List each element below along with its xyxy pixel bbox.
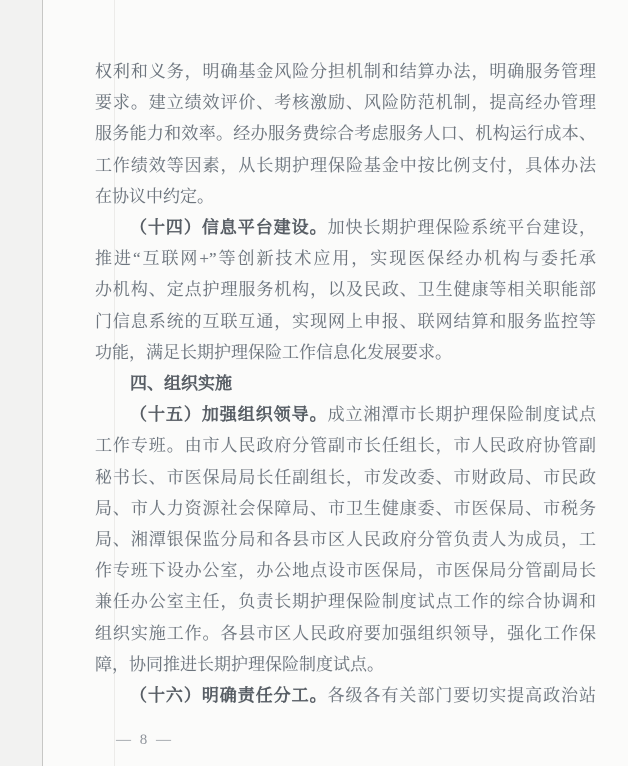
- text-line: [95, 212, 596, 243]
- text-line: [95, 150, 596, 181]
- text-line: [95, 430, 596, 461]
- text-line: [95, 399, 596, 430]
- page-number: — 8 —: [116, 732, 174, 748]
- text-segment: 局、湘潭银保监分局和各县市区人民政府分管负责人为成员，工: [95, 530, 596, 550]
- text-line: [95, 306, 596, 337]
- text-segment: 工作专班。由市人民政府分管副市长任组长，市人民政府协管副: [95, 436, 596, 456]
- text-segment: 服务能力和效率。经办服务费综合考虑服务人口、机构运行成本、: [95, 124, 596, 144]
- text-line: [95, 181, 596, 212]
- text-line: [95, 586, 596, 617]
- text-segment: 加快长期护理保险系统平台建设，: [327, 218, 597, 238]
- text-line: [95, 337, 596, 368]
- text-line: [95, 618, 596, 649]
- text-line: [95, 524, 596, 555]
- text-segment: 功能，满足长期护理保险工作信息化发展要求。: [95, 342, 452, 362]
- bold-text-segment: （十四）信息平台建设。: [130, 218, 328, 238]
- text-segment: 作专班下设办公室，办公地点设市医保局，市医保局分管副局长: [95, 561, 596, 581]
- text-segment: 障，协同推进长期护理保险制度试点。: [95, 654, 384, 674]
- text-line: [95, 368, 596, 399]
- page-edge-line: [42, 0, 43, 766]
- text-segment: 秘书长、市医保局局长任副组长，市发改委、市财政局、市民政: [95, 467, 596, 487]
- text-segment: 组织实施工作。各县市区人民政府要加强组织领导，强化工作保: [95, 623, 596, 643]
- text-segment: 要求。建立绩效评价、考核激励、风险防范机制，提高经办管理: [95, 93, 596, 113]
- text-segment: 在协议中约定。: [95, 186, 214, 206]
- document-body: [95, 56, 596, 711]
- text-line: [95, 87, 596, 118]
- text-segment: 推进“互联网+”等创新技术应用，实现医保经办机构与委托承: [95, 249, 596, 269]
- text-line: [95, 56, 596, 87]
- text-line: [95, 274, 596, 305]
- text-segment: 工作绩效等因素，从长期护理保险基金中按比例支付，具体办法: [95, 155, 596, 175]
- text-segment: 兼任办公室主任，负责长期护理保险制度试点工作的综合协调和: [95, 592, 596, 612]
- text-segment: 权利和义务，明确基金风险分担机制和结算办法，明确服务管理: [95, 62, 596, 81]
- bold-text-segment: 四、组织实施: [130, 374, 232, 394]
- text-line: [95, 649, 596, 680]
- text-segment: 各级各有关部门要切实提高政治站: [327, 686, 597, 706]
- bold-text-segment: （十六）明确责任分工。: [130, 686, 328, 706]
- text-line: [95, 555, 596, 586]
- text-line: [95, 493, 596, 524]
- text-line: [95, 118, 596, 149]
- text-segment: 局、市人力资源社会保障局、市卫生健康委、市医保局、市税务: [95, 498, 596, 518]
- text-line: [95, 462, 596, 493]
- text-segment: 办机构、定点护理服务机构，以及民政、卫生健康等相关职能部: [95, 280, 596, 300]
- left-margin-strip: [0, 0, 42, 766]
- text-segment: 门信息系统的互联互通，实现网上申报、联网结算和服务监控等: [95, 311, 596, 331]
- text-segment: 成立湘潭市长期护理保险制度试点: [327, 405, 597, 425]
- bold-text-segment: （十五）加强组织领导。: [130, 405, 328, 425]
- text-line: [95, 680, 596, 711]
- text-line: [95, 243, 596, 274]
